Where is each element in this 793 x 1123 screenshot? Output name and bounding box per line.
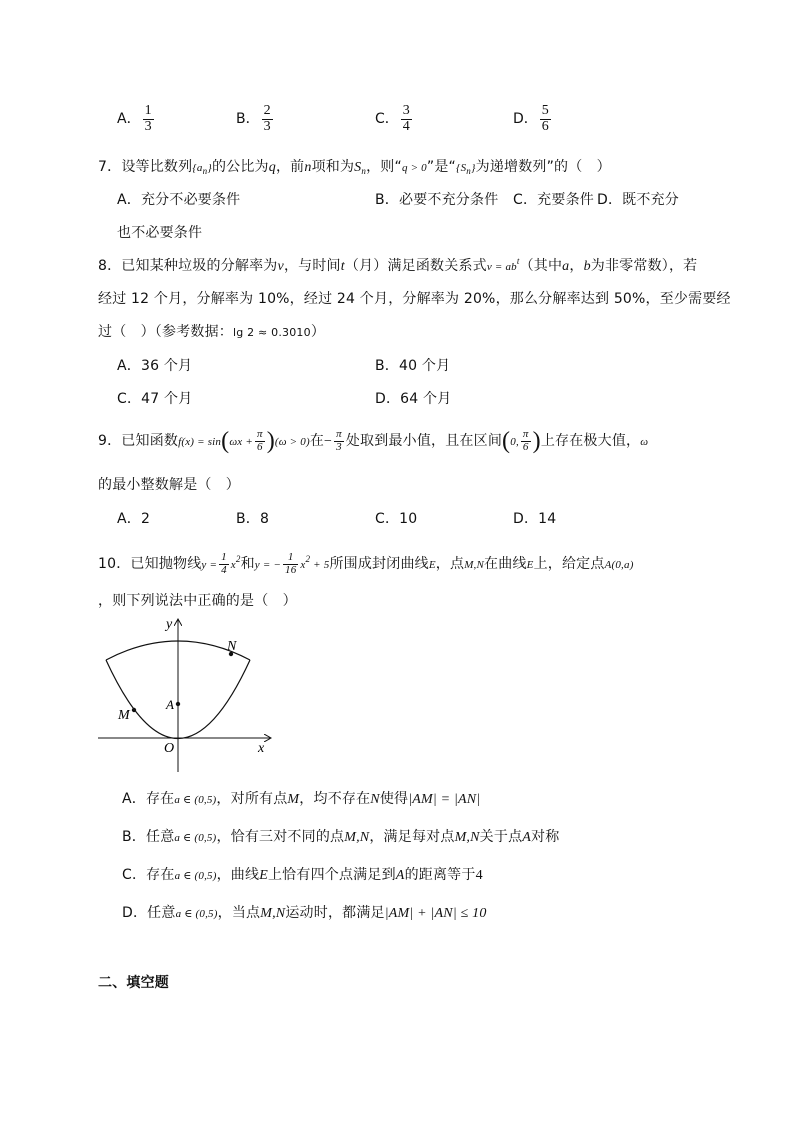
paren: ( — [502, 428, 511, 454]
fraction-numerator: 2 — [263, 103, 271, 118]
q7-option-d: D．既不充分 — [597, 192, 679, 208]
text: 为非零常数），若 — [590, 258, 698, 274]
text: 项和为 — [311, 159, 355, 175]
q7-option-c: C．充要条件 — [513, 192, 594, 208]
text: 8．已知某种垃圾的分解率为 — [98, 258, 278, 274]
math: M,N — [260, 906, 286, 921]
text: 为递增数列”的（ ） — [475, 159, 611, 175]
paren: ) — [532, 428, 541, 454]
math: − — [324, 434, 333, 449]
fraction-numerator: π — [522, 427, 529, 440]
math: ω — [640, 436, 649, 448]
point-m — [132, 708, 136, 712]
reference-data: lg 2 ≈ 0.3010 — [233, 326, 311, 339]
math: $S_n$ — [354, 160, 367, 176]
text: 10．已知抛物线 — [98, 556, 202, 572]
math: v — [277, 259, 284, 274]
q8-option-b: B．40 个月 — [375, 358, 451, 374]
text: ，对所有点 — [216, 791, 288, 807]
q7-option-b: B．必要不充分条件 — [375, 192, 499, 208]
math: (ω > 0) — [274, 436, 310, 448]
text: D．任意 — [122, 905, 176, 921]
q10-option-c — [122, 864, 483, 884]
text: ”是“ — [426, 159, 456, 175]
q10-stem-line2: ，则下列说法中正确的是（ ） — [98, 593, 297, 609]
question-number: 7． — [98, 159, 122, 175]
fraction-numerator: 1 — [221, 550, 227, 563]
text: 的公比为 — [211, 159, 269, 175]
q10-stem-line1 — [98, 542, 634, 582]
text: 设等比数列 — [121, 159, 193, 175]
section-heading: 二、填空题 — [98, 975, 169, 991]
text: 运动时，都满足 — [285, 905, 385, 921]
q9-stem-line1 — [98, 422, 648, 461]
q6-option-a — [117, 104, 156, 134]
math: a — [562, 259, 570, 274]
text: ，则“ — [366, 159, 402, 175]
text: ，曲线 — [216, 867, 260, 883]
fraction-denominator: 4 — [402, 118, 410, 134]
math: A — [522, 830, 532, 845]
fraction-numerator: 5 — [541, 103, 549, 118]
math: E — [259, 868, 268, 883]
text: 在曲线 — [484, 556, 527, 572]
text: 对称 — [531, 829, 560, 845]
text: 上存在极大值， — [540, 433, 641, 449]
option-label: A． — [117, 111, 141, 128]
fraction-denominator: 3 — [144, 118, 152, 134]
math: b — [583, 259, 591, 274]
math: N — [370, 792, 380, 807]
math: a ∈ (0,5) — [174, 870, 217, 882]
math: a ∈ (0,5) — [175, 908, 218, 920]
q9-option-c: C．10 — [375, 511, 418, 527]
q8-option-c: C．47 个月 — [117, 391, 193, 407]
fraction-numerator: 1 — [144, 103, 152, 118]
math: E — [428, 559, 436, 571]
math: M,N — [344, 830, 370, 845]
text: B．任意 — [122, 829, 175, 845]
point-n-label: N — [227, 639, 237, 654]
text: 使得 — [379, 791, 409, 807]
text: 上恰有四个点满足到 — [267, 867, 396, 883]
fraction-denominator: 16 — [285, 563, 297, 576]
math: $x^2 + 5$ — [300, 554, 330, 571]
text: ，与时间 — [283, 258, 341, 274]
fraction-numerator: π — [336, 427, 342, 440]
text: ， — [569, 258, 584, 274]
text: ，均不存在 — [299, 791, 371, 807]
fraction-denominator: 6 — [256, 440, 263, 453]
math: $\{S_n\}$ — [455, 162, 476, 176]
math: n — [304, 160, 312, 175]
math: M,N — [454, 830, 480, 845]
q10-option-b — [122, 826, 559, 846]
fraction-denominator: 6 — [541, 118, 549, 134]
text: 上，给定点 — [533, 556, 605, 572]
fraction-numerator: 1 — [283, 552, 298, 565]
paren: ( — [221, 428, 230, 454]
q9-option-a: A．2 — [117, 511, 151, 527]
text: 过（ ）（参考数据： — [98, 324, 233, 340]
text: 关于点 — [479, 829, 523, 845]
math: M,N — [464, 559, 485, 571]
fraction-denominator: 6 — [522, 440, 529, 453]
text: ，恰有三对不同的点 — [216, 829, 345, 845]
q6-option-b — [236, 104, 275, 134]
math: E — [526, 559, 534, 571]
text: 9．已知函数 — [98, 433, 179, 449]
point-m-label: M — [118, 708, 130, 723]
math: q — [268, 160, 276, 175]
q6-option-c — [375, 104, 414, 134]
math: 4 — [475, 868, 483, 883]
math: y = − — [254, 559, 282, 571]
math: t — [340, 259, 345, 274]
q7-stem — [98, 156, 611, 176]
point-a — [176, 702, 180, 706]
q8-option-a: A．36 个月 — [117, 358, 193, 374]
text: 和 — [240, 556, 255, 572]
q9-option-b: B．8 — [236, 511, 270, 527]
text: （月）满足函数关系式 — [344, 258, 487, 274]
q8-stem-line2: 经过 12 个月，分解率为 10%，经过 24 个月，分解率为 20%，那么分解率达到 50%，至少需要经 — [98, 291, 731, 307]
parabola-figure — [92, 612, 282, 777]
option-label: B． — [236, 111, 260, 128]
text: ，前 — [275, 159, 305, 175]
q6-option-d — [513, 104, 553, 134]
y-axis-label: y — [166, 617, 173, 632]
math: 0, — [510, 436, 519, 448]
math: q > 0 — [401, 162, 427, 174]
text: ，当点 — [217, 905, 261, 921]
text: 处取到最小值，且在区间 — [345, 433, 503, 449]
text: ，满足每对点 — [369, 829, 455, 845]
text: ，点 — [435, 556, 465, 572]
math: $\{a_n\}$ — [192, 162, 212, 176]
text: （其中 — [519, 258, 563, 274]
math: $x^2$ — [230, 554, 241, 571]
x-axis-label: x — [258, 741, 265, 756]
q9-stem-line2: 的最小整数解是（ ） — [98, 477, 240, 493]
q9-option-d: D．14 — [513, 511, 557, 527]
text: C．存在 — [122, 867, 175, 883]
math: a ∈ (0,5) — [174, 794, 217, 806]
text: 在 — [309, 433, 325, 449]
q10-option-d — [122, 902, 487, 922]
formula: $v = ab^t$ — [486, 256, 520, 273]
math: f(x) = sin — [178, 436, 222, 448]
fraction-denominator: 3 — [263, 118, 271, 134]
text: A．存在 — [122, 791, 175, 807]
math: A(0,a) — [604, 559, 634, 571]
fraction-numerator: π — [256, 427, 263, 440]
fraction-denominator: 4 — [221, 563, 227, 576]
math: |AM| + |AN| ≤ 10 — [384, 906, 487, 921]
math: |AM| = |AN| — [408, 792, 481, 807]
q8-option-d: D．64 个月 — [375, 391, 452, 407]
math: ωx + — [229, 436, 253, 448]
option-label: D． — [513, 111, 538, 128]
math: A — [395, 868, 405, 883]
q8-stem-line3 — [98, 321, 325, 341]
fraction-denominator: 3 — [336, 440, 342, 453]
math: y = — [201, 559, 218, 571]
point-a-label: A — [166, 697, 174, 712]
text: 的距离等于 — [404, 867, 476, 883]
math: a ∈ (0,5) — [174, 832, 217, 844]
q7-option-d-continued: 也不必要条件 — [117, 225, 203, 241]
option-label: C． — [375, 111, 399, 128]
origin-label: O — [164, 741, 175, 756]
q7-option-a: A．充分不必要条件 — [117, 192, 241, 208]
text: 所围成封闭曲线 — [329, 556, 429, 572]
paren: ) — [266, 428, 275, 454]
q8-stem-line1 — [98, 255, 697, 275]
text: ） — [310, 324, 326, 340]
math: M — [287, 792, 300, 807]
fraction-numerator: 3 — [402, 103, 410, 118]
q10-option-a — [122, 788, 480, 808]
